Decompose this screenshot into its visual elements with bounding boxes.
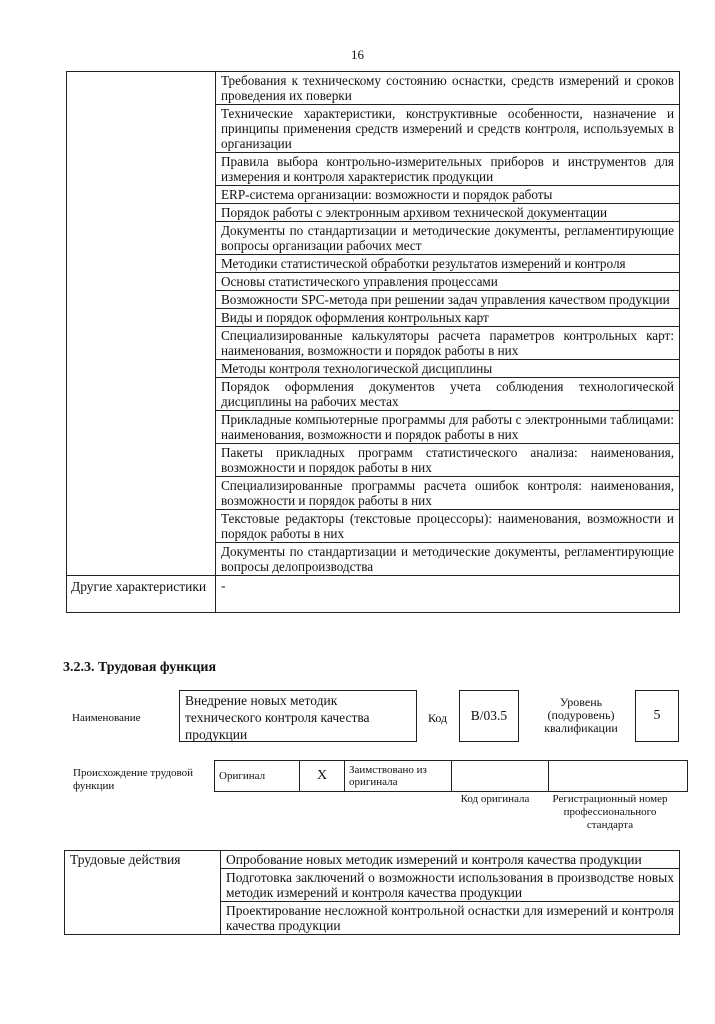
knowledge-item: Порядок оформления документов учета соблюдения технологической дисциплины на рабочих местах bbox=[216, 378, 680, 411]
level-label: Уровень (подуровень) квалификации bbox=[544, 695, 618, 735]
section-title: 3.2.3. Трудовая функция bbox=[63, 660, 217, 675]
origin-label: Происхождение трудовой функции bbox=[73, 767, 194, 792]
knowledge-item: Текстовые редакторы (текстовые процессоры): наименования, возможности и порядок работы в них bbox=[216, 510, 680, 543]
original-mark: X bbox=[300, 761, 345, 792]
name-label: Наименование bbox=[72, 712, 141, 724]
page-number: 16 bbox=[351, 47, 364, 62]
knowledge-item: Виды и порядок оформления контрольных карт bbox=[216, 309, 680, 327]
action-item: Подготовка заключений о возможности использования в производстве новых методик измерений и контроля качества продукции bbox=[221, 869, 680, 902]
knowledge-item: Технические характеристики, конструктивные особенности, назначение и принципы применения средств измерений и средств контроля, используемых в организации bbox=[216, 105, 680, 153]
knowledge-item: Основы статистического управления процессами bbox=[216, 273, 680, 291]
knowledge-item: Прикладные компьютерные программы для работы с электронными таблицами: наименования, возможности и порядок работы в них bbox=[216, 411, 680, 444]
knowledge-item: Специализированные программы расчета ошибок контроля: наименования, возможности и порядок работы в них bbox=[216, 477, 680, 510]
knowledge-table bbox=[66, 71, 680, 613]
reg-number-label: Регистрационный номер профессионального стандарта bbox=[552, 793, 668, 831]
other-value: - bbox=[216, 576, 680, 613]
knowledge-item: ERP-система организации: возможности и порядок работы bbox=[216, 186, 680, 204]
action-row bbox=[65, 851, 680, 869]
function-code-value: B/03.5 bbox=[459, 690, 519, 742]
knowledge-item: Пакеты прикладных программ статистического анализа: наименования, возможности и порядок работы в них bbox=[216, 444, 680, 477]
original-label: Оригинал bbox=[215, 761, 300, 792]
knowledge-item: Документы по стандартизации и методические документы, регламентирующие вопросы делопроизводства bbox=[216, 543, 680, 576]
knowledge-item: Документы по стандартизации и методические документы, регламентирующие вопросы организации рабочих мест bbox=[216, 222, 680, 255]
knowledge-item: Порядок работы с электронным архивом технической документации bbox=[216, 204, 680, 222]
actions-label: Трудовые действия bbox=[65, 851, 221, 935]
reg-number-cell bbox=[549, 761, 688, 792]
knowledge-item: Специализированные калькуляторы расчета параметров контрольных карт: наименования, возможности и порядок работы в них bbox=[216, 327, 680, 360]
code-original-label: Код оригинала bbox=[460, 793, 530, 805]
knowledge-item: Требования к техническому состоянию оснастки, средств измерений и сроков проведения их поверки bbox=[216, 72, 680, 105]
knowledge-left-cell bbox=[67, 72, 216, 576]
origin-table bbox=[214, 760, 688, 792]
code-original-cell bbox=[452, 761, 549, 792]
other-row bbox=[67, 576, 680, 613]
borrowed-label: Заимствовано из оригинала bbox=[345, 761, 452, 792]
knowledge-row bbox=[67, 72, 680, 105]
knowledge-item: Методы контроля технологической дисциплины bbox=[216, 360, 680, 378]
knowledge-item: Возможности SPC-метода при решении задач управления качеством продукции bbox=[216, 291, 680, 309]
action-item: Проектирование несложной контрольной оснастки для измерений и контроля качества продукции bbox=[221, 902, 680, 935]
action-item: Опробование новых методик измерений и контроля качества продукции bbox=[221, 851, 680, 869]
other-label: Другие характеристики bbox=[67, 576, 216, 613]
function-name-value: Внедрение новых методик технического контроля качества продукции bbox=[179, 690, 417, 742]
knowledge-item: Правила выбора контрольно-измерительных приборов и инструментов для измерения и контроля характеристик продукции bbox=[216, 153, 680, 186]
actions-table bbox=[64, 850, 680, 935]
code-label: Код bbox=[428, 711, 448, 725]
knowledge-item: Методики статистической обработки результатов измерений и контроля bbox=[216, 255, 680, 273]
level-value: 5 bbox=[635, 690, 679, 742]
